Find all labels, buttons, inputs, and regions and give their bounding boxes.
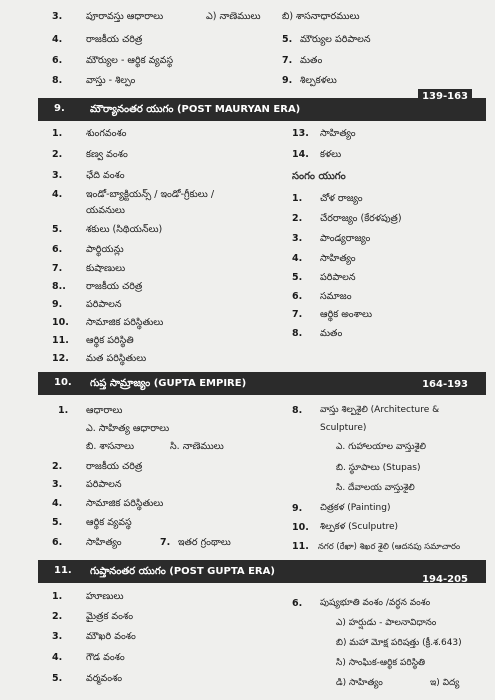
item-text: చేరరాజ్యం (కేరళపుత్ర) [320, 213, 402, 224]
item-num: 5. [52, 673, 63, 684]
item-text: మౌఖరి వంశం [86, 631, 136, 642]
item-text: కుషాణులు [86, 263, 126, 274]
item-num: 5. [52, 224, 63, 235]
section-number: 10. [54, 377, 72, 388]
item-num: 12. [52, 353, 69, 364]
item-text: సి. నాణెములు [170, 441, 224, 452]
item-num: 4. [292, 253, 303, 264]
item-num: 10. [292, 522, 309, 533]
item-text: వర్మవంశం [86, 673, 123, 684]
section-title: గుప్తానంతర యుగం (POST GUPTA ERA) [90, 566, 275, 577]
item-num: 14. [292, 149, 309, 160]
item-num: 5. [52, 517, 63, 528]
item-text: రాజకీయ చరిత్ర [86, 461, 143, 472]
item-text: సామాజిక పరిస్థితులు [86, 498, 164, 509]
item-text: మతం [300, 55, 323, 66]
item-text: పరిపాలన [86, 479, 122, 490]
item-text: రాజకీయ చరిత్ర [86, 281, 143, 292]
item-num: 2. [52, 611, 63, 622]
item-num: 2. [52, 461, 63, 472]
item-num: 4. [52, 34, 63, 45]
item-num: 11. [52, 335, 69, 346]
item-text: చిత్రకళ (Painting) [320, 503, 391, 513]
section-header-11 [38, 560, 486, 583]
item-text: ఎ. సాహిత్య ఆధారాలు [86, 423, 170, 434]
item-num: 1. [292, 193, 303, 204]
item-num: 6. [52, 537, 63, 548]
item-num: 8. [52, 75, 63, 86]
item-text: ఎ) హర్షుడు - పాలనావిధానం [336, 618, 437, 628]
item-num: 6. [292, 598, 303, 609]
item-num: 3. [292, 233, 303, 244]
item-num: 11. [292, 541, 309, 552]
item-text: ఆర్థిక పరిస్థితి [86, 335, 134, 346]
item-num: 9. [292, 503, 303, 514]
item-text: బి. శాసనాలు [86, 441, 135, 452]
item-text: ఎ) నాణెములు [206, 11, 261, 22]
item-num: 4. [52, 498, 63, 509]
item-num: 10. [52, 317, 69, 328]
item-num: 9. [282, 75, 293, 86]
item-text: ఎ. గుహాలయాల వాస్తుశైలి [336, 442, 426, 452]
item-text: సి. దేవాలయ వాస్తుశైలి [336, 483, 415, 493]
item-text: ఆధారాలు [86, 405, 123, 416]
section-number: 11. [54, 565, 72, 576]
item-num: 6. [292, 291, 303, 302]
item-text: మతం [320, 328, 343, 339]
item-text: వాస్తు - శిల్పం [86, 75, 136, 86]
item-num: 6. [52, 55, 63, 66]
sub-heading: సంగం యుగం [292, 171, 346, 182]
item-text: Sculpture) [320, 423, 367, 433]
item-num: 5. [292, 272, 303, 283]
item-text: పరిపాలన [320, 272, 356, 283]
item-text: సి) సాంఘిక-ఆర్థిక పరిస్థితి [336, 658, 426, 668]
item-num: 5. [282, 34, 293, 45]
item-num: 3. [52, 170, 63, 181]
item-text: ఆర్థిక అంశాలు [320, 309, 373, 320]
item-text: పరిపాలన [86, 299, 122, 310]
item-text: శకులు (సిథియన్‌లు) [86, 224, 163, 235]
item-text: ఇతర గ్రంథాలు [178, 537, 231, 548]
item-text: శిల్పకళ (Sculputre) [320, 522, 399, 532]
section-header-10 [38, 372, 486, 395]
item-text: సాహిత్యం [320, 128, 356, 139]
item-text: సాహిత్యం [320, 253, 356, 264]
item-text: గౌడ వంశం [86, 652, 125, 663]
item-text: వాస్తు శిల్పశైలి (Architecture & [320, 405, 440, 415]
item-num: 3. [52, 479, 63, 490]
item-num: 9. [52, 299, 63, 310]
item-text: పూరావస్తు ఆధారాలు [86, 11, 164, 22]
item-text: సమాజం [320, 291, 352, 302]
item-text: బి) శాసనాధారములు [282, 11, 360, 22]
item-text: పుష్యభూతి వంశం /వర్ధన వంశం [320, 598, 431, 608]
item-text: ఆర్థిక వ్యవస్థ [86, 517, 132, 528]
item-num: 8. [292, 405, 303, 416]
item-num: 6. [52, 244, 63, 255]
item-num: 2. [292, 213, 303, 224]
item-text: మత పరిస్థితులు [86, 353, 147, 364]
item-text: పాండ్యరాజ్యం [320, 233, 371, 244]
item-text: ఇండో-బ్యాక్టియన్స్ / ఇండో-గ్రీకులు / [86, 189, 215, 200]
item-num: 8. [292, 328, 303, 339]
item-text: హూణులు [86, 591, 124, 602]
item-num: 7. [160, 537, 171, 548]
section-title: గుప్త సామ్రాజ్యం (GUPTA EMPIRE) [90, 378, 247, 389]
item-text: శిల్పకళలు [300, 75, 337, 86]
page-range: 194-205 [422, 574, 468, 585]
item-num: 2. [52, 149, 63, 160]
page-range: 139-163 [418, 89, 472, 102]
item-num: 4. [52, 652, 63, 663]
item-text: మౌర్యుల - ఆర్థిక వ్యవస్థ [86, 55, 174, 66]
item-text: బి. స్థూపాలు (Stupas) [336, 463, 421, 473]
item-text: మైత్రక వంశం [86, 611, 134, 622]
item-num: 1. [52, 128, 63, 139]
item-text: నగర (రేఖా) శిఖర శైలి (ఆదనపు సమాచారం [318, 541, 461, 551]
page-range: 164-193 [422, 379, 468, 390]
item-text: ఇ) విద్య [430, 678, 460, 688]
item-num: 7. [52, 263, 63, 274]
item-text: బి) మహా మోక్ష పరిషత్తు (క్రీ.శ.643) [336, 638, 462, 648]
item-text: కళలు [320, 149, 342, 160]
item-text: సామాజిక పరిస్థితులు [86, 317, 164, 328]
section-number: 9. [54, 103, 65, 114]
item-text: కణ్వ వంశం [86, 149, 128, 160]
item-num: 1. [58, 405, 69, 416]
item-text: రాజకీయ చరిత్ర [86, 34, 143, 45]
item-text: శుంగవంశం [86, 128, 127, 139]
item-num: 4. [52, 189, 63, 200]
item-text: మౌర్యుల పరిపాలన [300, 34, 371, 45]
item-text: డి) సాహిత్యం [336, 678, 383, 688]
item-text: పార్థియన్లు [86, 244, 124, 255]
item-num: 3. [52, 631, 63, 642]
item-text: చోళ రాజ్యం [320, 193, 363, 204]
section-title: మౌర్యానంతర యుగం (POST MAURYAN ERA) [90, 104, 301, 115]
item-num: 7. [282, 55, 293, 66]
item-num: 8.. [52, 281, 66, 292]
item-num: 1. [52, 591, 63, 602]
section-header-9 [38, 91, 486, 121]
item-num: 7. [292, 309, 303, 320]
item-text: సాహిత్యం [86, 537, 122, 548]
item-num: 3. [52, 11, 63, 22]
item-text: యవనులు [86, 205, 125, 216]
item-num: 13. [292, 128, 309, 139]
item-text: ఛేది వంశం [86, 170, 125, 181]
